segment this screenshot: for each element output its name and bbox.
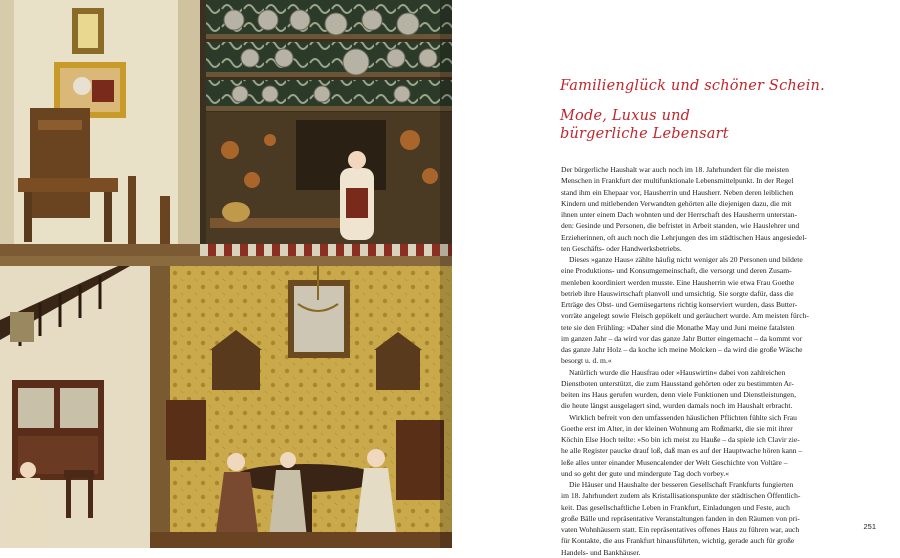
body-line: Der bürgerliche Haushalt war auch noch im 18. Jahrhundert für die meisten [561,165,789,174]
body-line: leße alles unter einander Musencalender der Welt Geschichte von Voltäre – [561,457,788,467]
section-heading-line-1: Mode, Luxus und [560,108,691,124]
body-line: Erträge des Obst- und Gemüsegartens richtig konserviert wurden, dass Butter- [561,300,798,309]
body-line: Goethe erst im Alter, in der kleinen Wohnung am Roßmarkt, die sie mit ihrer [561,423,793,433]
body-line: Dienstboten unterstützt, die zum Hausstand gehörten oder zu bestimmten Ar- [561,378,794,388]
body-line: Erzieherinnen, oft auch noch die Lehrjungen des im städtischen Haus angesiedel- [561,232,807,242]
body-line: Die Häuser und Haushalte der besseren Gesellschaft Frankfurts fungierten [569,480,794,489]
body-line: keit. Das gesellschaftliche Leben in Frankfurt, Einladungen und Feste, auch [561,502,790,512]
body-line: Menschen in Frankfurt der multifunktionale Lebensmittelpunkt. In der Regel [561,176,794,186]
body-line: große Bälle und repräsentative Veranstaltungen fanden in den Räumen von pri- [561,513,800,523]
page-number: 251 [863,522,876,531]
section-heading-line-2: bürgerliche Lebensart [560,126,729,142]
body-line: ten Geschäfts- oder Handwerksbetriebs. [561,243,682,253]
text-page [452,0,900,557]
body-line: und so geht der gute und mindergute Tag doch vorbey.« [561,468,730,478]
body-line: vorräte angelegt sowie Fleisch gepökelt und geräuchert wurde. Am meisten fürch- [561,311,809,321]
body-line: das ganze Jahr Holz – da koche ich meine Molcken – da wird die große Wäsche [561,345,803,354]
body-line: betrieb ihre Hauswirtschaft planvoll und umsichtig. Sie sorgte dafür, dass die [561,288,794,298]
body-line: für Kontakte, die aus Frankfurt hinausführten, wichtig, gerade auch für große [561,536,795,546]
body-line: Natürlich wurde die Hausfrau oder »Hauswirtin« dabei von zahlreichen [569,367,786,377]
body-line: ihnen unter einem Dach wohnten und der Herrschaft des Hausherrn unterstan- [561,210,797,219]
body-line: beiten ins Haus gerufen wurden, denn viele Funktionen und Dienstleistungen, [561,390,796,399]
body-line: vaten Wohnhäusern statt. Ein repräsentatives offenes Haus zu führen war, auch [561,525,800,534]
body-line: Handels- und Bankhäuser. [561,547,641,557]
body-line: im 18. Jahrhundert zudem als Kristallisationspunkte der städtischen Öffentlich- [561,491,801,501]
body-line: menleben koordiniert werden musste. Eine Hausherrin wie etwa Frau Goethe [561,277,795,287]
body-line: Wirklich befreit von den umfassenden häuslichen Pflichten fühlte sich Frau [569,412,797,422]
body-line: stand ihm ein Ehepaar vor, Hausherrin und Hausherr. Neben deren leiblichen [561,187,794,197]
chapter-heading: Familienglück und schöner Schein. [560,78,825,94]
body-line: eine Produktions- und Konsumgemeinschaft, die versorgt und deren Zusam- [561,266,792,276]
body-text [561,164,851,558]
body-line: he alle Register paucke drauf loß, daß man es auf der Hauptwache hören kann – [561,446,803,456]
body-line: Köchin Else Hoch teilte: »So bin ich meist zu Hauße – da spiele ich Clavir zie- [561,435,800,444]
body-line: die heute längst ausgelagert sind, wurden damals noch im Haushalt erbracht. [561,401,793,411]
body-line: Kindern und mitlebenden Verwandten gehörten alle diejenigen dazu, die mit [561,198,792,208]
dollhouse-photo [0,0,452,548]
body-line: Dieses »ganze Haus« zählte häufig nicht weniger als 20 Personen und bildete [569,255,803,264]
body-line: tete sie den Frühling: »Daher sind die Monathe May und Juni meine fatalsten [561,322,795,332]
body-line: den: Gesinde und Personen, die befristet in Arbeit standen, wie Hauslehrer und [561,221,800,231]
body-line: im ganzen Jahr – da wird vor das ganze Jahr Butter eingemacht – da kommt vor [561,333,803,343]
body-line: besorgt u. d. m.« [561,356,612,366]
